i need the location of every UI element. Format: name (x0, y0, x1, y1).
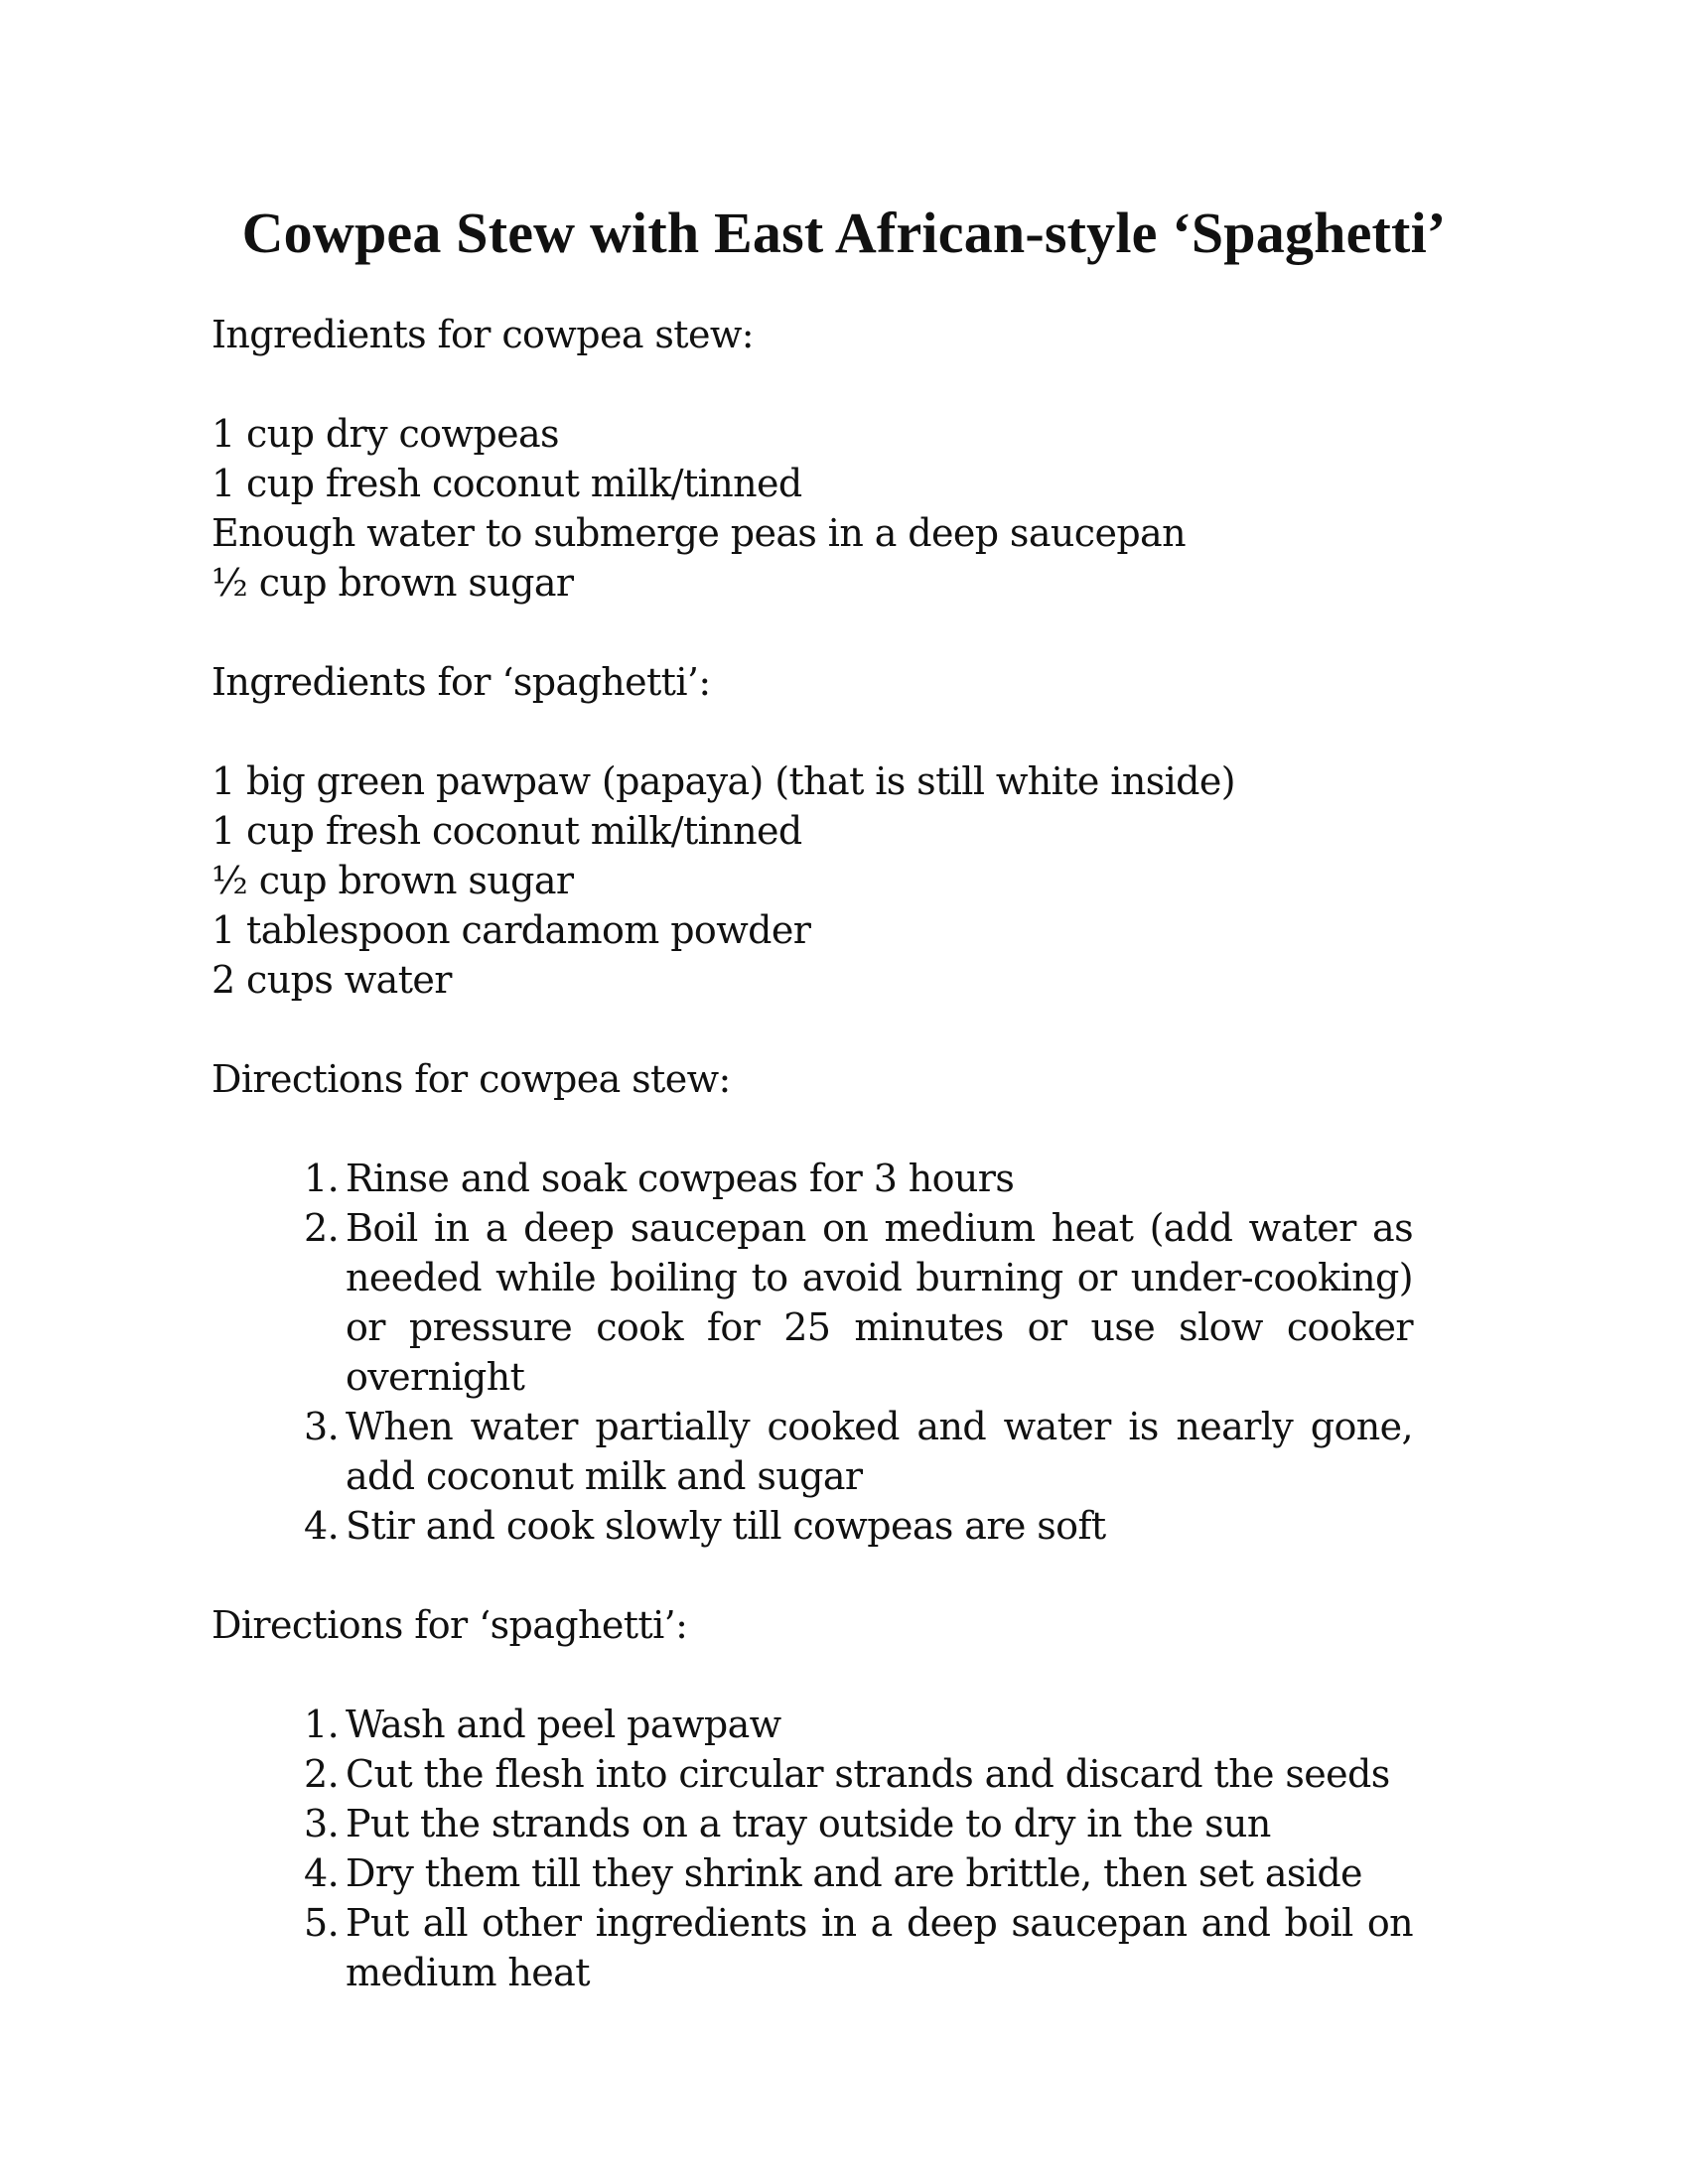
ingredients-spaghetti-list (211, 756, 1413, 1005)
step-text: Rinse and soak cowpeas for 3 hours (346, 1157, 1015, 1200)
step-text: Boil in a deep saucepan on medium heat (add water as needed while boiling to avoid burning or under-cooking) or pressure cook for 25 minutes or use slow cooker overnight (346, 1206, 1413, 1399)
step-text: When water partially cooked and water is nearly gone, add coconut milk and sugar (346, 1405, 1413, 1498)
directions-spaghetti-heading: Directions for ‘spaghetti’: (211, 1603, 688, 1647)
ingredient-item: Enough water to submerge peas in a deep saucepan (211, 511, 1186, 555)
step-text: Put all other ingredients in a deep saucepan and boil on medium heat (346, 1901, 1413, 1994)
direction-step (211, 1749, 1413, 1799)
ingredient-item: 1 cup fresh coconut milk/tinned (211, 462, 802, 505)
step-number: 4. (304, 1504, 340, 1548)
step-number: 2. (304, 1752, 340, 1796)
direction-step (211, 1203, 1413, 1402)
direction-step (211, 1898, 1413, 1997)
ingredient-item: 1 tablespoon cardamom powder (211, 908, 811, 952)
ingredient-item: 2 cups water (211, 958, 452, 1002)
step-text: Cut the flesh into circular strands and discard the seeds (346, 1752, 1390, 1796)
step-number: 4. (304, 1851, 340, 1895)
directions-spaghetti-list (211, 1700, 1413, 1997)
step-number: 3. (304, 1405, 340, 1448)
direction-step (211, 1700, 1413, 1749)
direction-step (211, 1501, 1413, 1551)
direction-step (211, 1154, 1413, 1203)
step-text: Wash and peel pawpaw (346, 1703, 781, 1746)
ingredients-stew-list (211, 409, 1413, 608)
step-text: Dry them till they shrink and are brittle, then set aside (346, 1851, 1362, 1895)
ingredients-spaghetti-heading: Ingredients for ‘spaghetti’: (211, 660, 711, 704)
ingredient-item: 1 big green pawpaw (papaya) (that is still white inside) (211, 759, 1235, 803)
ingredient-item: 1 cup fresh coconut milk/tinned (211, 809, 802, 853)
ingredients-stew-heading: Ingredients for cowpea stew: (211, 313, 754, 356)
direction-step (211, 1402, 1413, 1501)
step-number: 5. (304, 1901, 340, 1945)
direction-step (211, 1848, 1413, 1898)
step-text: Stir and cook slowly till cowpeas are soft (346, 1504, 1106, 1548)
directions-stew-heading: Directions for cowpea stew: (211, 1057, 731, 1101)
ingredient-item: ½ cup brown sugar (211, 561, 574, 605)
step-number: 1. (304, 1703, 340, 1746)
directions-stew-list (211, 1154, 1413, 1551)
recipe-body (211, 310, 1413, 2047)
step-text: Put the strands on a tray outside to dry in the sun (346, 1802, 1271, 1845)
step-number: 3. (304, 1802, 340, 1845)
step-number: 1. (304, 1157, 340, 1200)
ingredient-item: 1 cup dry cowpeas (211, 412, 559, 456)
direction-step (211, 1799, 1413, 1848)
ingredient-item: ½ cup brown sugar (211, 859, 574, 902)
page-title: Cowpea Stew with East African-style ‘Spaghetti’ (241, 201, 1447, 265)
step-number: 2. (304, 1206, 340, 1250)
